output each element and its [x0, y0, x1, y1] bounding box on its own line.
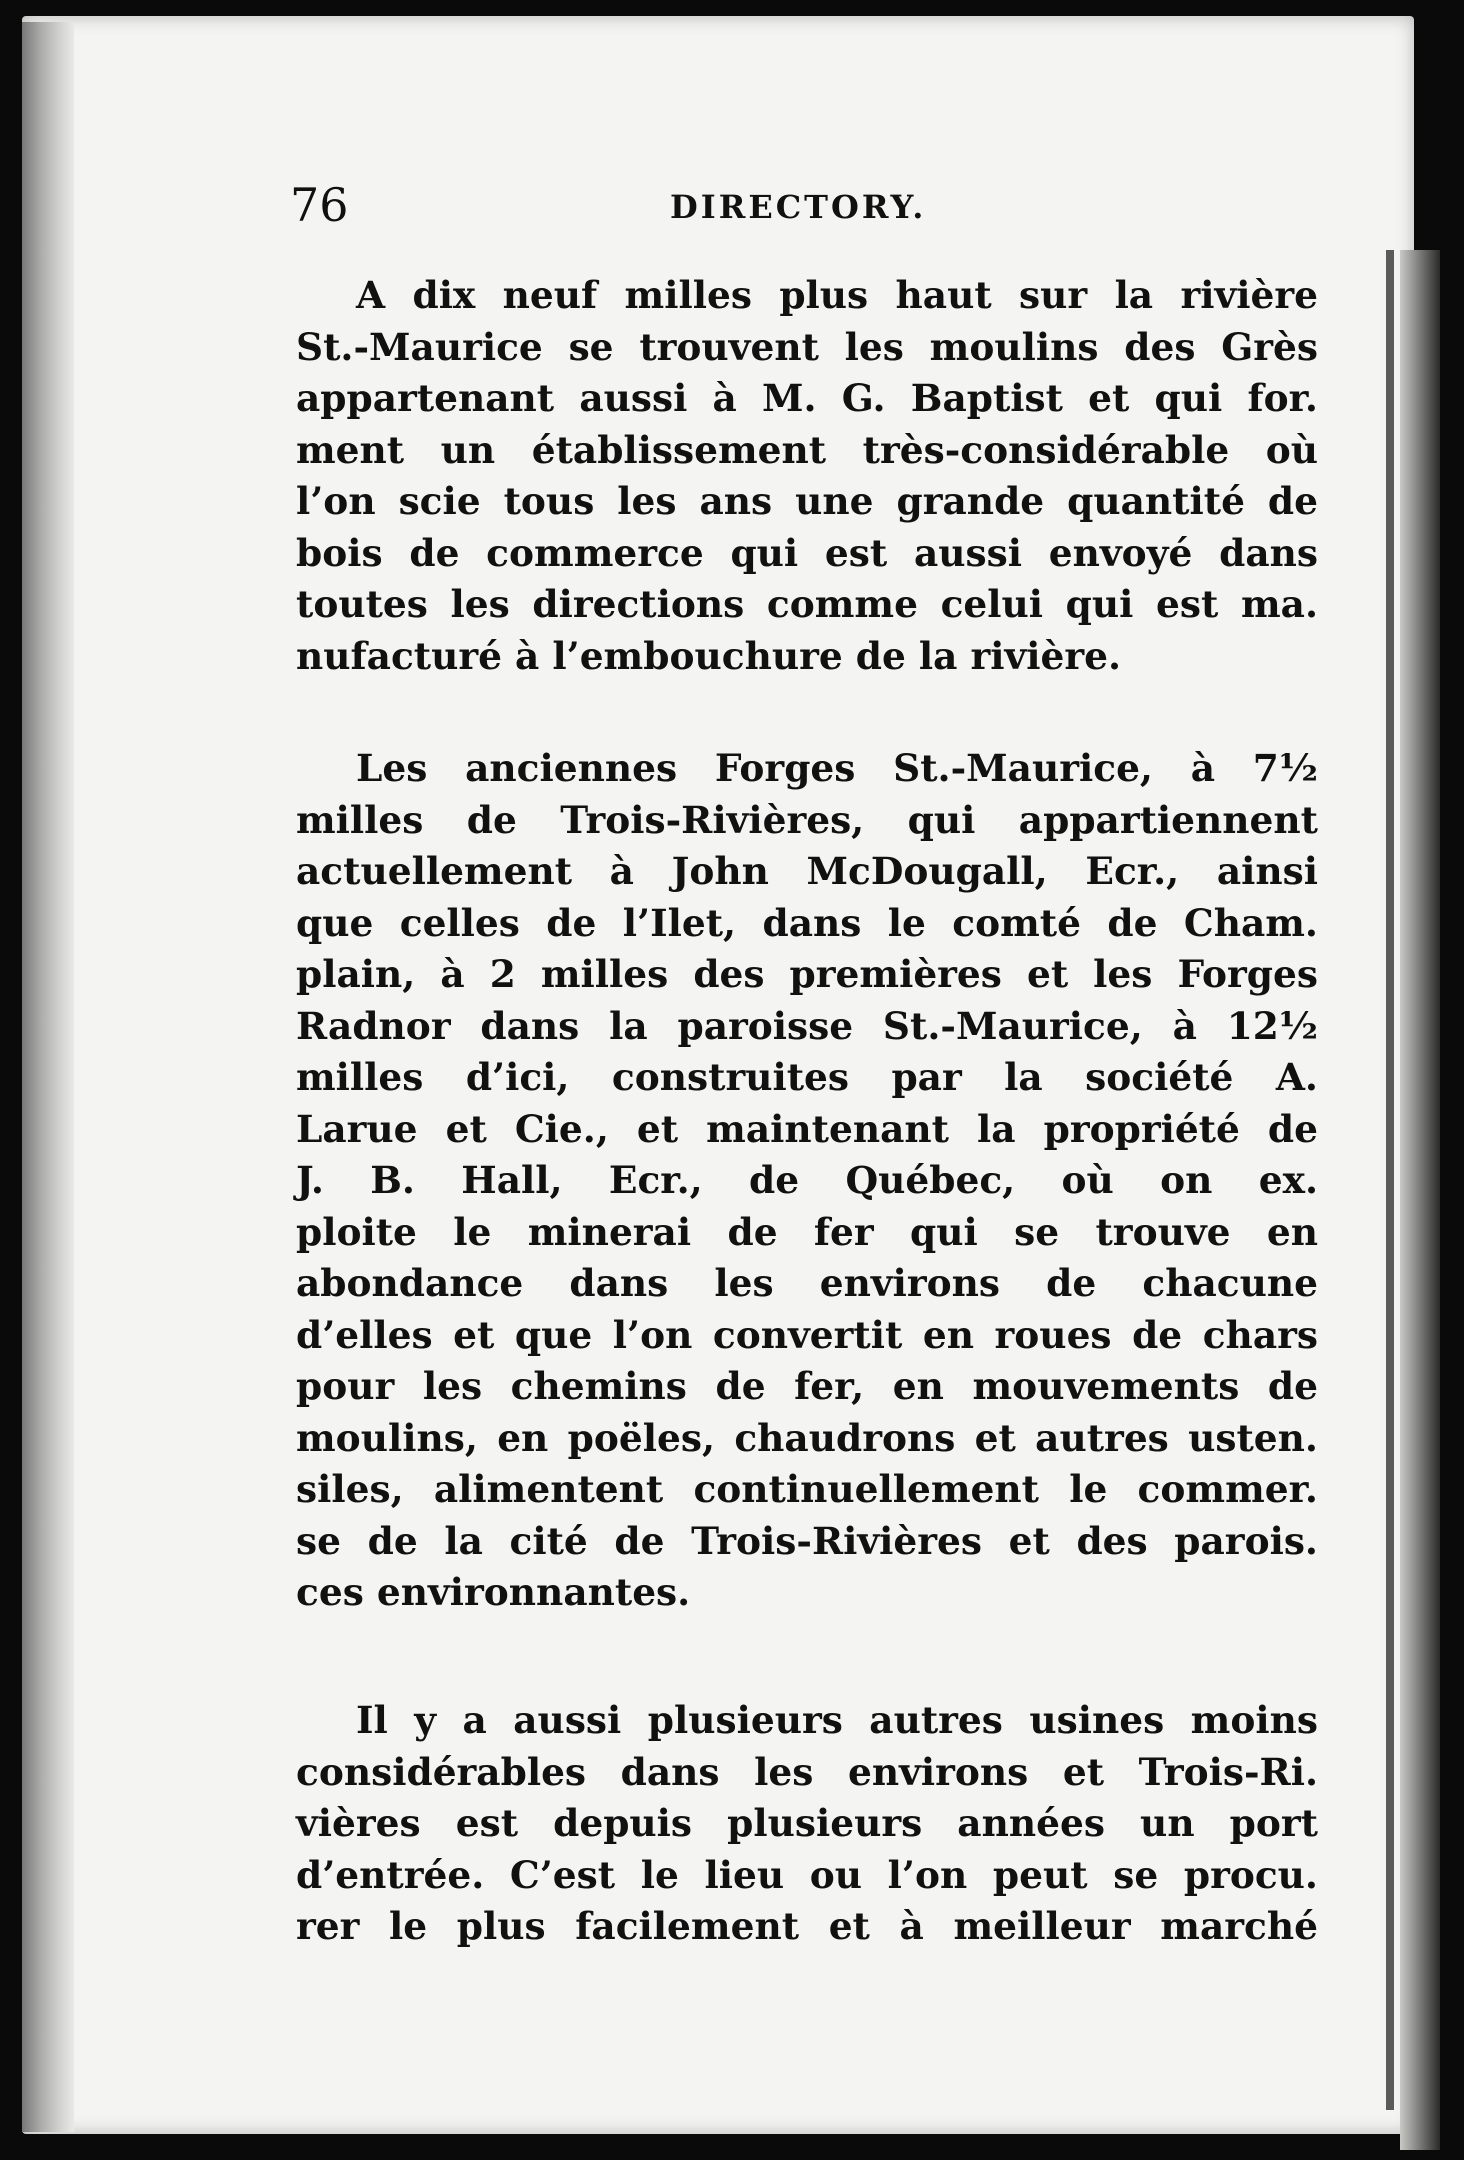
- text-line: l’on scie tous les ans une grande quantité de: [296, 479, 1318, 523]
- text-line: abondance dans les environs de chacune: [296, 1261, 1318, 1305]
- text-line: bois de commerce qui est aussi envoyé dans: [296, 530, 1318, 575]
- running-head: [290, 178, 1370, 238]
- page-number: 76: [290, 178, 349, 232]
- paragraph-3: [296, 1695, 1318, 1953]
- text-line: Radnor dans la paroisse St.-Maurice, à 12½: [296, 1003, 1318, 1048]
- text-line: milles d’ici, construites par la société A.: [296, 1055, 1318, 1099]
- text-line: Larue et Cie., et maintenant la propriété de: [296, 1106, 1318, 1151]
- text-line: nufacturé à l’embouchure de la rivière.: [296, 633, 1122, 678]
- text-line: actuellement à John McDougall, Ecr., ainsi: [296, 849, 1318, 893]
- text-line: Il y a aussi plusieurs autres usines moins: [356, 1698, 1318, 1742]
- text-line: siles, alimentent continuellement le commer.: [296, 1467, 1318, 1511]
- page-gutter-shadow: [1386, 250, 1394, 2110]
- text-line: appartenant aussi à M. G. Baptist et qui for.: [296, 376, 1318, 420]
- text-line: moulins, en poëles, chaudrons et autres usten.: [296, 1415, 1318, 1460]
- text-line: d’entrée. C’est le lieu ou l’on peut se procu.: [296, 1852, 1318, 1897]
- text-line: pour les chemins de fer, en mouvements de: [296, 1364, 1318, 1408]
- text-line: plain, à 2 milles des premières et les Forges: [296, 952, 1318, 996]
- text-line: que celles de l’Ilet, dans le comté de Cham.: [296, 900, 1318, 945]
- text-line: A dix neuf milles plus haut sur la rivière: [356, 273, 1318, 317]
- text-line: considérables dans les environs et Trois-Ri.: [296, 1749, 1318, 1794]
- text-line: ploite le minerai de fer qui se trouve en: [296, 1209, 1318, 1254]
- text-line: toutes les directions comme celui qui est ma.: [296, 582, 1318, 626]
- text-line: d’elles et que l’on convertit en roues de chars: [296, 1312, 1318, 1357]
- page-title: DIRECTORY.: [670, 188, 927, 226]
- text-line: rer le plus facilement et à meilleur marché: [296, 1904, 1318, 1948]
- page-binding-edge: [22, 22, 74, 2132]
- text-line: se de la cité de Trois-Rivières et des parois.: [296, 1518, 1318, 1563]
- text-line: ment un établissement très-considérable où: [296, 427, 1318, 472]
- text-line: St.-Maurice se trouvent les moulins des Grès: [296, 324, 1318, 369]
- paragraph-1: [296, 270, 1318, 682]
- text-line: milles de Trois-Rivières, qui appartiennent: [296, 797, 1318, 842]
- paragraph-2: [296, 743, 1318, 1619]
- text-line: Les anciennes Forges St.-Maurice, à 7½: [356, 746, 1318, 790]
- text-line: vières est depuis plusieurs années un port: [296, 1801, 1318, 1845]
- next-page-edge: [1400, 250, 1440, 2150]
- text-line: ces environnantes.: [296, 1570, 691, 1614]
- text-line: J. B. Hall, Ecr., de Québec, où on ex.: [296, 1158, 1318, 1202]
